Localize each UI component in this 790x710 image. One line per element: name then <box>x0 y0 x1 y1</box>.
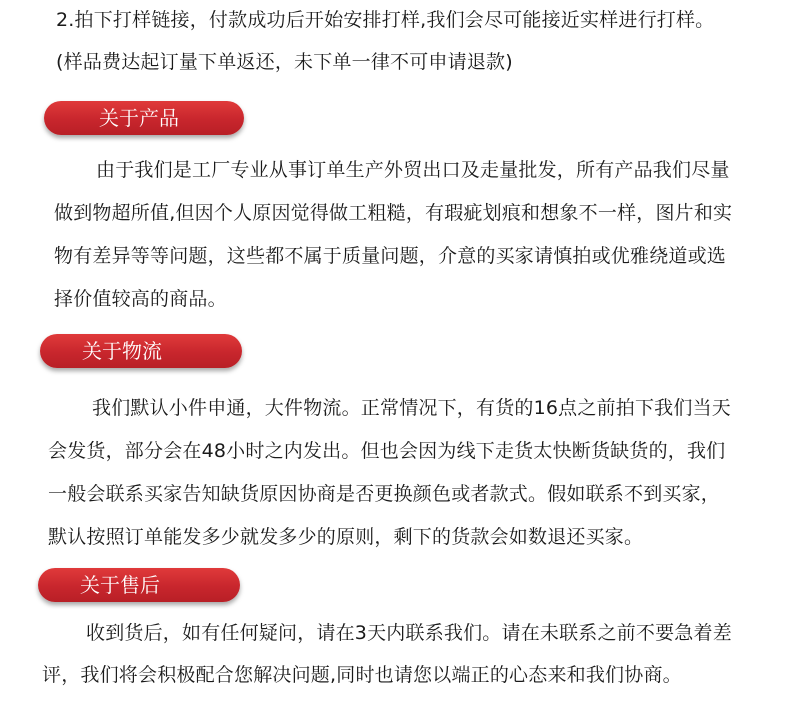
product-line-3: 物有差异等等问题，这些都不属于质量问题，介意的买家请慎拍或优雅绕道或选 <box>54 245 727 267</box>
aftersale-line-1: 收到货后，如有任何疑问，请在3天内联系我们。请在未联系之前不要急着差 <box>86 622 732 644</box>
product-line-2: 做到物超所值,但因个人原因觉得做工粗糙，有瑕疵划痕和想象不一样，图片和实 <box>54 202 733 224</box>
product-line-4: 择价值较高的商品。 <box>54 288 227 310</box>
aftersale-line-2: 评，我们将会积极配合您解决问题,同时也请您以端正的心态来和我们协商。 <box>42 664 682 686</box>
logistics-heading-pill <box>40 334 242 368</box>
product-heading-pill <box>44 101 244 135</box>
logistics-line-2: 会发货，部分会在48小时之内发出。但也会因为线下走货太快断货缺货的，我们 <box>48 440 726 462</box>
product-heading: 关于产品 <box>99 106 179 130</box>
logistics-line-1: 我们默认小件申通，大件物流。正常情况下，有货的16点之前拍下我们当天 <box>92 397 731 419</box>
logistics-line-4: 默认按照订单能发多少就发多少的原则，剩下的货款会如数退还买家。 <box>48 526 644 548</box>
aftersale-heading: 关于售后 <box>80 573 160 597</box>
logistics-heading: 关于物流 <box>82 339 162 363</box>
aftersale-heading-pill <box>38 568 240 602</box>
intro-line-2: (样品费达起订量下单返还，未下单一律不可申请退款) <box>56 51 513 73</box>
product-line-1: 由于我们是工厂专业从事订单生产外贸出口及走量批发，所有产品我们尽量 <box>96 159 730 181</box>
intro-line-1: 2.拍下打样链接，付款成功后开始安排打样,我们会尽可能接近实样进行打样。 <box>56 9 715 31</box>
logistics-line-3: 一般会联系买家告知缺货原因协商是否更换颜色或者款式。假如联系不到买家， <box>48 483 721 505</box>
